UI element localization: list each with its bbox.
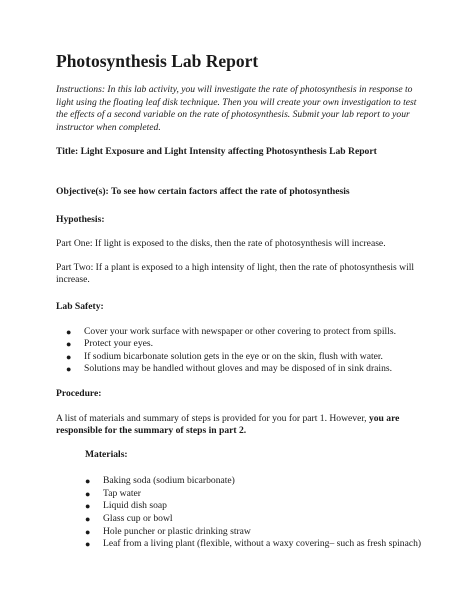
safety-item-text: Cover your work surface with newspaper or other covering to protect from spills. xyxy=(84,325,396,337)
list-item xyxy=(85,488,426,501)
materials-section xyxy=(56,449,426,551)
materials-heading: Materials: xyxy=(85,448,128,460)
material-item-text: Leaf from a living plant (flexible, without a waxy covering– such as fresh spinach) xyxy=(103,538,422,550)
bullet-icon: ● xyxy=(85,514,91,525)
list-item xyxy=(66,363,426,376)
safety-item-text: Solutions may be handled without gloves and may be disposed of in sink drains. xyxy=(84,363,393,375)
procedure-intro: A list of materials and summary of steps is provided for you for part 1. However, xyxy=(56,412,367,424)
report-title: Title: Light Exposure and Light Intensity affecting Photosynthesis Lab Report xyxy=(56,146,377,158)
list-item xyxy=(85,526,426,539)
list-item xyxy=(66,338,426,351)
safety-item-text: If sodium bicarbonate solution gets in the eye or on the skin, flush with water. xyxy=(84,350,383,362)
document-body xyxy=(56,50,426,551)
instructions-text: Instructions: In this lab activity, you will investigate the rate of photosynthesis in response to light using the floating leaf disk technique. Then you will create your own investigation to test the effects of a second variable on the rate of photosynthesis. Submit your lab report to your instructor when completed. xyxy=(56,84,417,133)
hypothesis-part-two: Part Two: If a plant is exposed to a high intensity of light, then the rate of photosynthesis will increase. xyxy=(56,261,415,286)
safety-item-text: Protect your eyes. xyxy=(84,338,154,350)
list-item xyxy=(85,513,426,526)
list-item xyxy=(66,351,426,364)
material-item-text: Baking soda (sodium bicarbonate) xyxy=(103,475,235,487)
hypothesis-part-one: Part One: If light is exposed to the disks, then the rate of photosynthesis will increase. xyxy=(56,238,386,250)
list-item xyxy=(85,538,426,551)
bullet-icon: ● xyxy=(85,501,91,512)
material-item-text: Tap water xyxy=(103,487,141,499)
material-item-text: Glass cup or bowl xyxy=(103,513,173,525)
bullet-icon: ● xyxy=(85,539,91,550)
lab-safety-heading: Lab Safety: xyxy=(56,300,104,312)
material-item-text: Hole puncher or plastic drinking straw xyxy=(103,525,251,537)
procedure-text xyxy=(56,413,426,438)
safety-list xyxy=(56,326,426,376)
procedure-emphasis: you are responsible for the summary of steps in part 2. xyxy=(56,412,400,437)
bullet-icon: ● xyxy=(66,351,72,362)
material-item-text: Liquid dish soap xyxy=(103,500,167,512)
bullet-icon: ● xyxy=(66,326,72,337)
bullet-icon: ● xyxy=(66,364,72,375)
hypothesis-heading: Hypothesis: xyxy=(56,213,105,225)
bullet-icon: ● xyxy=(85,476,91,487)
list-item xyxy=(85,475,426,488)
list-item xyxy=(85,500,426,513)
bullet-icon: ● xyxy=(85,488,91,499)
page-title: Photosynthesis Lab Report xyxy=(56,51,259,71)
materials-list xyxy=(85,475,426,551)
procedure-heading: Procedure: xyxy=(56,387,102,399)
bullet-icon: ● xyxy=(66,339,72,350)
objective-text: Objective(s): To see how certain factors affect the rate of photosynthesis xyxy=(56,185,350,197)
bullet-icon: ● xyxy=(85,526,91,537)
list-item xyxy=(66,326,426,339)
